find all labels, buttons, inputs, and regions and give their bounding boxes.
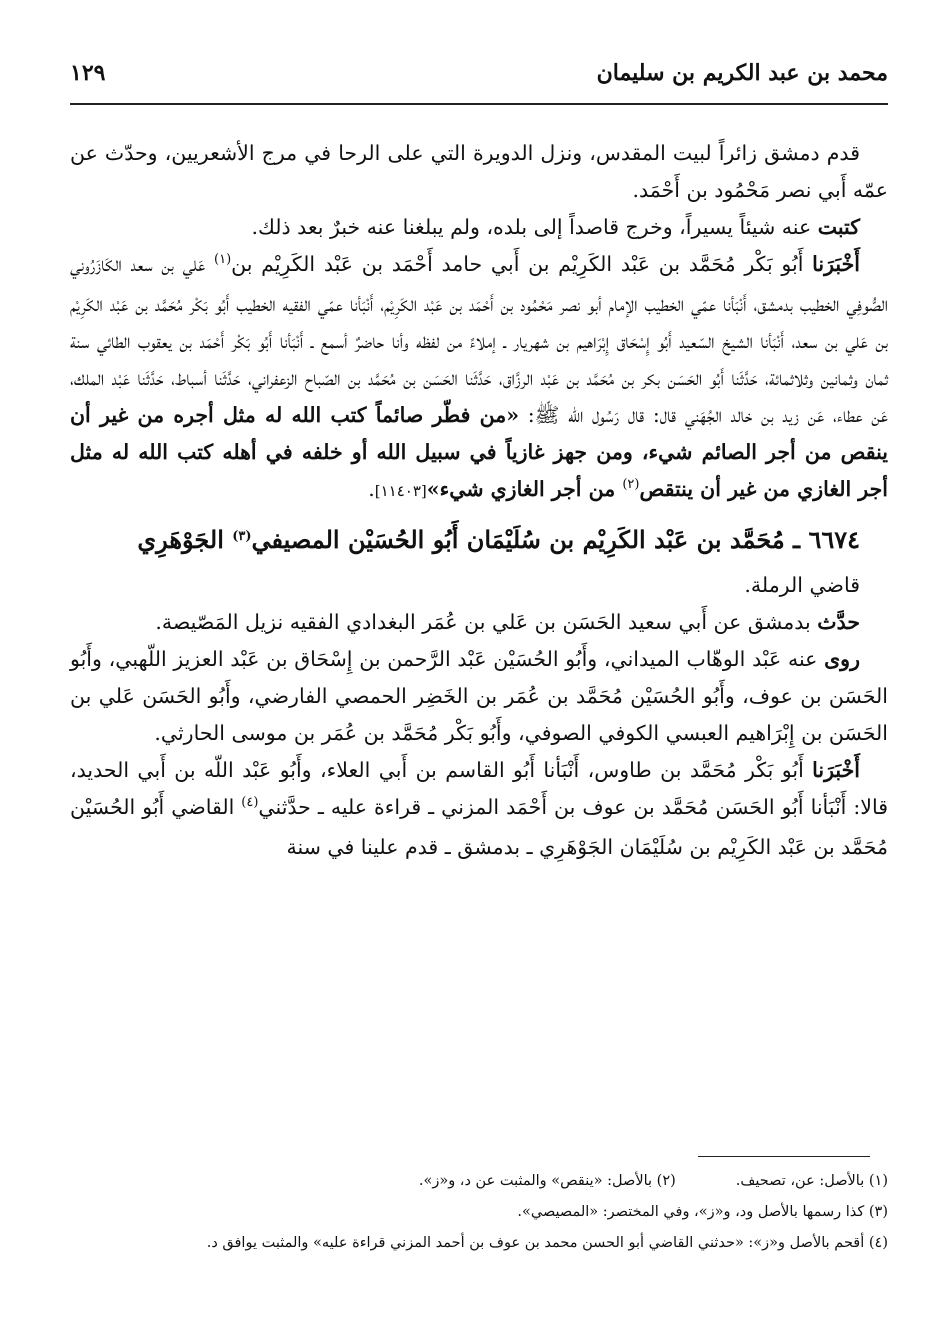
paragraph-text: عنه شيئاً يسيراً، وخرج قاصداً إلى بلده، ولم يبلغنا عنه خبرٌ بعد ذلك. — [251, 215, 818, 239]
entry-heading-text: الجَوْهَرِي — [137, 525, 233, 554]
paragraph-5 — [70, 604, 888, 641]
paragraph-text: عنه عَبْد الوهّاب الميداني، وأَبُو الحُسَيْن عَبْد الرَّحمن بن إِسْحَاق بن عَبْد العزيز اللّهبي، وأَبُو الحَسَن بن عوف، وأَبُو الحُسَيْن مُحَمَّد بن عُمَر بن الخَضِر الحمصي الفارضي، وأَبُو الحَسَن عَلي بن الحَسَن بن إِبْرَاهيم العبسي الكوفي الصوفي، وأَبُو بَكْر مُحَمَّد بن عُمَر بن موسى الحارثي. — [70, 647, 888, 745]
running-title: محمد بن عبد الكريم بن سليمان — [596, 60, 888, 86]
hadith-text: «من فطّر صائماً كتب الله له مثل أجره من غير أن ينقص من أجر الصائم شيء، ومن جهز غازياً في سبيل الله أو خلفه في أهله كتب الله له مثل أجر الغازي من غير أن ينتقص — [70, 403, 888, 501]
paragraph-7 — [70, 752, 888, 866]
footnote-marker-3: (٣) — [232, 529, 252, 544]
paragraph-text: القاضي أَبُو الحُسَيْن مُحَمَّد بن عَبْد الكَرِيْم بن سُلَيْمَان الجَوْهَرِي ـ بدمشق ـ قدم علينا في سنة — [70, 795, 888, 859]
entry-heading-text: ٦٦٧٤ ـ مُحَمَّد بن عَبْد الكَرِيْم بن سُلَيْمَان أَبُو الحُسَيْن المصيفي — [251, 525, 860, 554]
paragraph-text: عَلي بن سعد الكَازَرُوني الصُّوفِي الخطيب بدمشق، أَنْبَأنا عمّي الخطيب الإمام أبو نصر مَحْمُود بن أَحْمَد بن عَبْد الكَرِيْم، أَنْبَأنا عمّي الفقيه الخطيب أَبُو بَكْر مُحَمَّد بن عَبْد الكَرِيْم بن عَلي بن سعد، أَنْبَأنا الشيخ السّعيد أَبُو إِسْحَاق إِبْرَاهيم بن شهريار ـ إملاءً من لفظه وأنا حاضرٌ أسمع ـ أَنْبَأنا أَبُو بَكْر أَحْمَد بن يعقوب الطائي سنة ثمان وثمانين وثلاثمائة، حَدَّثَنا أَبُو الحَسَن بكر بن مُحَمَّد بن عَبْد الرزَّاق، حَدَّثَنا الحَسَن بن مُحَمَّد بن الصّباح الزعفراني، حَدَّثَنا أسباط، حَدَّثَنا عَبْد الملك، عَن عطاء، عَن زيد بن خالد الجُهَني قال: قال رَسُول الله ﷺ: — [70, 252, 888, 427]
page-header — [70, 60, 888, 100]
lead-word: حدَّث — [817, 610, 860, 634]
footnote-4: (٤) أقحم بالأصل و«ز»: «حدثني القاضي أبو الحسن محمد بن عوف بن أحمد المزني قراءة عليه» والمثبت يوافق د. — [206, 1235, 888, 1251]
main-text — [70, 135, 888, 866]
paragraph-text: بدمشق عن أَبي سعيد الحَسَن بن عَلي بن عُمَر البغدادي الفقيه نزيل المَصّيصة. — [155, 610, 818, 634]
lead-word: أَخْبَرَنا — [812, 758, 860, 782]
hadith-text: من أجر الغازي شيء» — [426, 477, 623, 501]
lead-word: أَخْبَرَنا — [812, 252, 860, 276]
footnote-row — [70, 1166, 888, 1197]
footnote-marker-2: (٢) — [622, 477, 640, 492]
paragraph-1: قدم دمشق زائراً لبيت المقدس، ونزل الدويرة التي على الرحا في مرج الأشعريين، وحدّث عن عمّه أَبي نصر مَحْمُود بن أَحْمَد. — [70, 141, 888, 202]
footnote-marker-1: (١) — [214, 252, 232, 267]
footnotes — [70, 1166, 888, 1259]
header-rule — [70, 103, 888, 105]
paragraph-text: أَبُو بَكْر مُحَمَّد بن عَبْد الكَرِيْم بن أَبي حامد أَحْمَد بن عَبْد الكَرِيْم بن — [231, 252, 813, 276]
entry-heading — [70, 521, 888, 563]
footnote-marker-4: (٤) — [241, 795, 259, 810]
paragraph-4: قاضي الرملة. — [744, 573, 860, 597]
lead-word: كتبت — [817, 215, 860, 239]
hadith-reference: [١١٤٠٣] — [374, 482, 427, 500]
paragraph-end: . — [368, 477, 375, 501]
paragraph-6 — [70, 641, 888, 752]
paragraph-text: أَبُو بَكْر مُحَمَّد بن طاوس، أَنْبَأنا أَبُو القاسم بن أَبي العلاء، وأَبُو عَبْد اللّه بن أَبي الحديد، قالا: أَنْبَأنا أَبُو الحَسَن مُحَمَّد بن عوف بن أَحْمَد المزني ـ قراءة عليه ـ حدَّثني — [70, 758, 888, 819]
footnote-1: (١) بالأصل: عن، تصحيف. — [735, 1173, 888, 1189]
footnote-3: (٣) كذا رسمها بالأصل ود، و«ز»، وفي المختصر: «المصيصي». — [517, 1204, 888, 1220]
paragraph-2 — [70, 209, 888, 246]
page-number: ١٢٩ — [70, 60, 106, 86]
footnote-2: (٢) بالأصل: «ينقص» والمثبت عن د، و«ز». — [418, 1173, 676, 1189]
footnote-rule — [698, 1156, 870, 1157]
lead-word: روى — [824, 647, 860, 671]
paragraph-3 — [70, 246, 888, 511]
